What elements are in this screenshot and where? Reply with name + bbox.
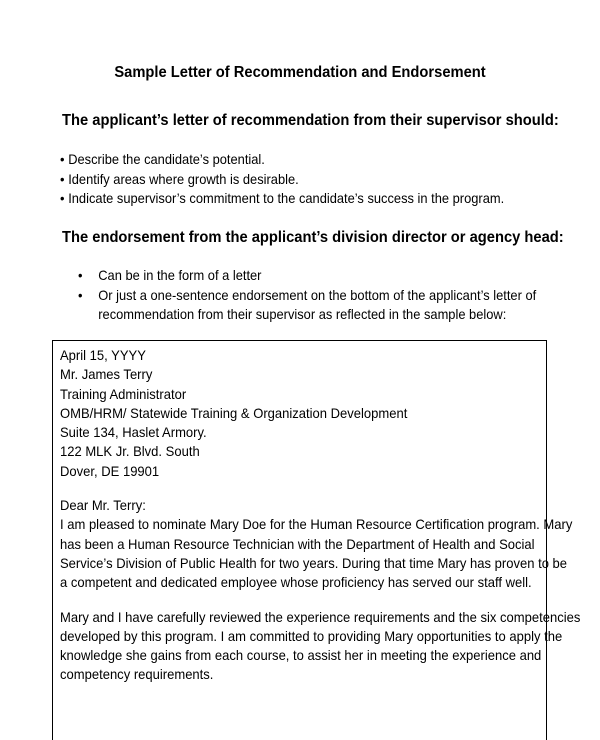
bullet-icon: • xyxy=(78,267,83,283)
letter-city: Dover, DE 19901 xyxy=(60,462,160,479)
endorsement-list xyxy=(78,266,576,325)
bullet-icon: • xyxy=(60,151,65,167)
list-item: • Can be in the form of a letter xyxy=(78,266,536,286)
letter-paragraph-line: Service’s Division of Public Health for two years. During that time Mary has proven to be xyxy=(60,554,568,571)
list-item: • Or just a one-sentence endorsement on the bottom of the applicant’s letter of xyxy=(78,286,536,306)
section-heading-endorsement: The endorsement from the applicant’s division director or agency head: xyxy=(62,229,564,246)
list-item: • Describe the candidate’s potential. xyxy=(60,151,265,167)
bullet-icon: • xyxy=(60,190,65,206)
bullet-icon: • xyxy=(78,286,83,303)
list-item-continuation: recommendation from their supervisor as reflected in the sample below: xyxy=(98,306,507,322)
letter-salutation: Dear Mr. Terry: xyxy=(60,497,146,514)
letter-paragraph-line: I am pleased to nominate Mary Doe for the Human Resource Certification program. Mary xyxy=(60,516,573,533)
document-title: Sample Letter of Recommendation and Endorsement xyxy=(114,64,486,81)
letter-date: April 15, YYYY xyxy=(60,347,146,363)
letter-paragraph-line: developed by this program. I am committed to providing Mary opportunities to apply the xyxy=(60,627,563,644)
letter-recipient-title: Training Administrator xyxy=(60,385,187,402)
letter-paragraph-line: Mary and I have carefully reviewed the experience requirements and the six competencies xyxy=(60,608,581,625)
letter-organization: OMB/HRM/ Statewide Training & Organization Development xyxy=(60,404,408,421)
letter-paragraph-line: competency requirements. xyxy=(60,666,214,683)
list-item: • Identify areas where growth is desirable. xyxy=(60,170,299,187)
letter-paragraph-line: knowledge she gains from each course, to assist her in meeting the experience and xyxy=(60,647,542,664)
sample-letter xyxy=(60,346,580,685)
letter-paragraph-line: a competent and dedicated employee whose proficiency has served our staff well. xyxy=(60,574,532,591)
letter-paragraph-line: has been a Human Resource Technician with the Department of Health and Social xyxy=(60,535,535,552)
supervisor-requirements-list xyxy=(60,150,543,209)
letter-suite: Suite 134, Haslet Armory. xyxy=(60,424,207,441)
section-heading-supervisor: The applicant’s letter of recommendation from their supervisor should: xyxy=(62,112,559,129)
bullet-icon: • xyxy=(60,170,65,187)
letter-street: 122 MLK Jr. Blvd. South xyxy=(60,443,200,460)
letter-recipient-name: Mr. James Terry xyxy=(60,366,153,383)
list-item: • Indicate supervisor’s commitment to the candidate’s success in the program. xyxy=(60,190,505,206)
